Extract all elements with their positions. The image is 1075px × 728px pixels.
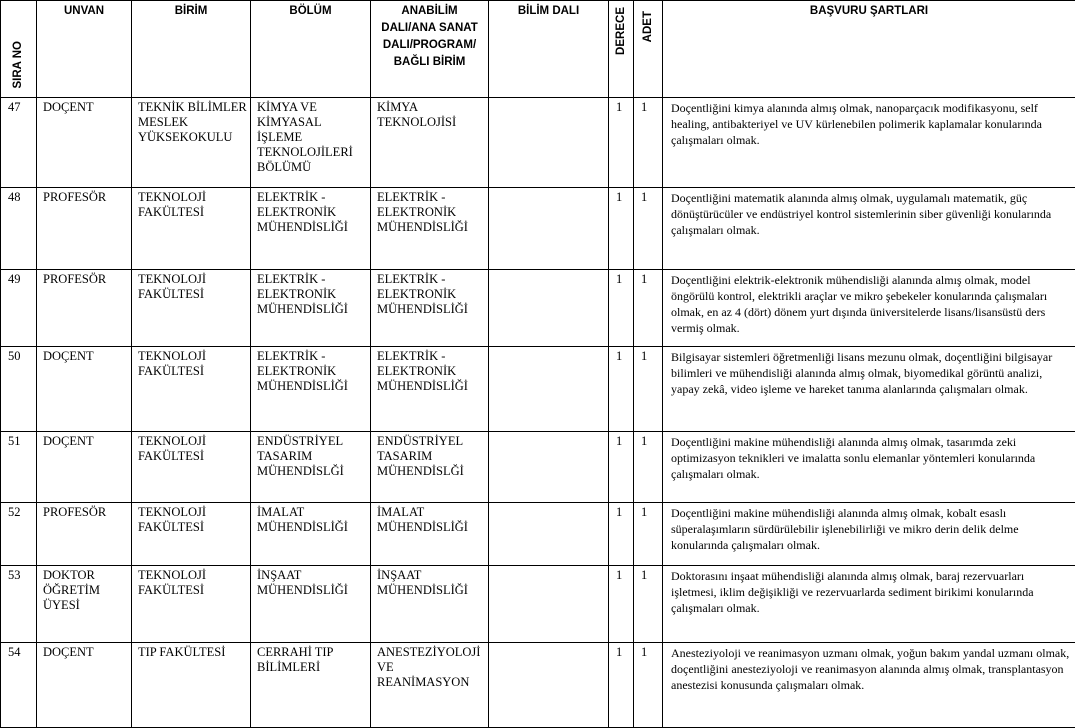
cell-basvuru-sartlari: Doçentliğini kimya alanında almış olmak, nanoparçacık modifikasyonu, self healing, antibakteriyel ve UV kürlenebilen polimerik kaplamalar konularında çalışmaları olmak. — [663, 98, 1075, 188]
cell-sira: 54 — [1, 643, 37, 728]
cell-adet: 1 — [634, 188, 663, 270]
cell-bilim-dali — [489, 566, 609, 643]
header-sira-no: SIRA NO — [1, 1, 37, 98]
table-row — [1, 98, 1075, 188]
cell-derece: 1 — [609, 188, 634, 270]
cell-birim: TEKNOLOJİ FAKÜLTESİ — [132, 270, 251, 347]
cell-bilim-dali — [489, 347, 609, 432]
cell-bolum: İNŞAAT MÜHENDİSLİĞİ — [251, 566, 371, 643]
cell-birim: TIP FAKÜLTESİ — [132, 643, 251, 728]
cell-derece: 1 — [609, 270, 634, 347]
cell-sira: 53 — [1, 566, 37, 643]
cell-adet: 1 — [634, 432, 663, 503]
cell-anabilim: İNŞAAT MÜHENDİSLİĞİ — [371, 566, 489, 643]
cell-unvan: DOÇENT — [37, 432, 132, 503]
header-bilim-dali: BİLİM DALI — [489, 1, 609, 98]
header-bolum: BÖLÜM — [251, 1, 371, 98]
cell-bilim-dali — [489, 432, 609, 503]
cell-anabilim: ANESTEZİYOLOJİ VE REANİMASYON — [371, 643, 489, 728]
cell-bilim-dali — [489, 188, 609, 270]
cell-sira: 49 — [1, 270, 37, 347]
cell-anabilim: İMALAT MÜHENDİSLİĞİ — [371, 503, 489, 566]
cell-sira: 48 — [1, 188, 37, 270]
cell-adet: 1 — [634, 270, 663, 347]
cell-birim: TEKNİK BİLİMLER MESLEK YÜKSEKOKULU — [132, 98, 251, 188]
cell-bilim-dali — [489, 98, 609, 188]
header-birim: BİRİM — [132, 1, 251, 98]
cell-basvuru-sartlari: Doçentliğini elektrik-elektronik mühendisliği alanında almış olmak, model öngörülü kontrol, elektrikli araçlar ve mikro şebekeler konularında çalışmaları olmak, en az 4 (dört) dönem yurt dışında üniversitelerde lisans/lisansüstü ders vermiş olmak. — [663, 270, 1075, 347]
cell-adet: 1 — [634, 98, 663, 188]
cell-adet: 1 — [634, 347, 663, 432]
cell-basvuru-sartlari: Doktorasını inşaat mühendisliği alanında almış olmak, baraj rezervuarları işletmesi, iklim değişikliği ve rezervuarlarda sediment birikimi konularında çalışmaları olmak. — [663, 566, 1075, 643]
cell-basvuru-sartlari: Bilgisayar sistemleri öğretmenliği lisans mezunu olmak, doçentliğini bilgisayar bilimleri ve mühendisliği alanında almış olmak, biyomedikal görüntü analizi, yapay zekâ, video işleme ve hareket tanıma alanlarında çalışmaları olmak. — [663, 347, 1075, 432]
cell-basvuru-sartlari: Anesteziyoloji ve reanimasyon uzmanı olmak, yoğun bakım yandal uzmanı olmak, doçentliğini anesteziyoloji ve reanimasyon alanında almış olmak, transplantasyon anestezisi konusunda çalışmaları olmak. — [663, 643, 1075, 728]
cell-bolum: ENDÜSTRİYEL TASARIM MÜHENDİSLĞİ — [251, 432, 371, 503]
cell-derece: 1 — [609, 643, 634, 728]
header-basvuru-sartlari: BAŞVURU ŞARTLARI — [663, 1, 1075, 98]
cell-unvan: DOÇENT — [37, 347, 132, 432]
cell-birim: TEKNOLOJİ FAKÜLTESİ — [132, 503, 251, 566]
cell-basvuru-sartlari: Doçentliğini makine mühendisliği alanında almış olmak, kobalt esaslı süperalaşımların sürdürülebilir işlenebilirliği ve mikro derin delik delme konularında çalışmaları olmak. — [663, 503, 1075, 566]
table-row — [1, 566, 1075, 643]
table-row — [1, 503, 1075, 566]
cell-derece: 1 — [609, 503, 634, 566]
cell-bolum: ELEKTRİK - ELEKTRONİK MÜHENDİSLİĞİ — [251, 188, 371, 270]
cell-bolum: İMALAT MÜHENDİSLİĞİ — [251, 503, 371, 566]
cell-basvuru-sartlari: Doçentliğini makine mühendisliği alanında almış olmak, tasarımda zeki optimizasyon teknikleri ve imalatta sonlu elemanlar yöntemleri konularında çalışmaları olmak. — [663, 432, 1075, 503]
cell-anabilim: ELEKTRİK - ELEKTRONİK MÜHENDİSLİĞİ — [371, 347, 489, 432]
cell-unvan: PROFESÖR — [37, 270, 132, 347]
cell-bilim-dali — [489, 643, 609, 728]
cell-basvuru-sartlari: Doçentliğini matematik alanında almış olmak, uygulamalı matematik, güç dönüştürücüler ve endüstriyel kontrol sistemlerinin siber güvenliği konularında çalışmaları olmak. — [663, 188, 1075, 270]
cell-birim: TEKNOLOJİ FAKÜLTESİ — [132, 347, 251, 432]
table-row — [1, 347, 1075, 432]
header-derece: DERECE — [609, 1, 634, 98]
header-anabilim: ANABİLİM DALI/ANA SANAT DALI/PROGRAM/ BAĞLI BİRİM — [371, 1, 489, 98]
cell-bolum: CERRAHİ TIP BİLİMLERİ — [251, 643, 371, 728]
table-row — [1, 432, 1075, 503]
cell-birim: TEKNOLOJİ FAKÜLTESİ — [132, 566, 251, 643]
cell-unvan: PROFESÖR — [37, 503, 132, 566]
cell-unvan: DOÇENT — [37, 643, 132, 728]
cell-unvan: DOÇENT — [37, 98, 132, 188]
cell-anabilim: KİMYA TEKNOLOJİSİ — [371, 98, 489, 188]
header-adet: ADET — [634, 1, 663, 98]
cell-derece: 1 — [609, 347, 634, 432]
cell-derece: 1 — [609, 566, 634, 643]
header-unvan: UNVAN — [37, 1, 132, 98]
cell-bolum: ELEKTRİK - ELEKTRONİK MÜHENDİSLİĞİ — [251, 270, 371, 347]
cell-derece: 1 — [609, 98, 634, 188]
cell-bolum: KİMYA VE KİMYASAL İŞLEME TEKNOLOJİLERİ BÖLÜMÜ — [251, 98, 371, 188]
cell-adet: 1 — [634, 643, 663, 728]
cell-unvan: PROFESÖR — [37, 188, 132, 270]
header-row — [1, 1, 1075, 98]
cell-sira: 47 — [1, 98, 37, 188]
table-row — [1, 270, 1075, 347]
cell-derece: 1 — [609, 432, 634, 503]
cell-unvan: DOKTOR ÖĞRETİM ÜYESİ — [37, 566, 132, 643]
cell-bilim-dali — [489, 503, 609, 566]
cell-anabilim: ENDÜSTRİYEL TASARIM MÜHENDİSLĞİ — [371, 432, 489, 503]
table-row — [1, 643, 1075, 728]
cell-bolum: ELEKTRİK - ELEKTRONİK MÜHENDİSLİĞİ — [251, 347, 371, 432]
cell-bilim-dali — [489, 270, 609, 347]
cell-anabilim: ELEKTRİK - ELEKTRONİK MÜHENDİSLİĞİ — [371, 270, 489, 347]
cell-birim: TEKNOLOJİ FAKÜLTESİ — [132, 432, 251, 503]
cell-sira: 52 — [1, 503, 37, 566]
cell-adet: 1 — [634, 566, 663, 643]
cell-birim: TEKNOLOJİ FAKÜLTESİ — [132, 188, 251, 270]
cell-sira: 51 — [1, 432, 37, 503]
table-row — [1, 188, 1075, 270]
cell-adet: 1 — [634, 503, 663, 566]
cell-anabilim: ELEKTRİK - ELEKTRONİK MÜHENDİSLİĞİ — [371, 188, 489, 270]
cell-sira: 50 — [1, 347, 37, 432]
